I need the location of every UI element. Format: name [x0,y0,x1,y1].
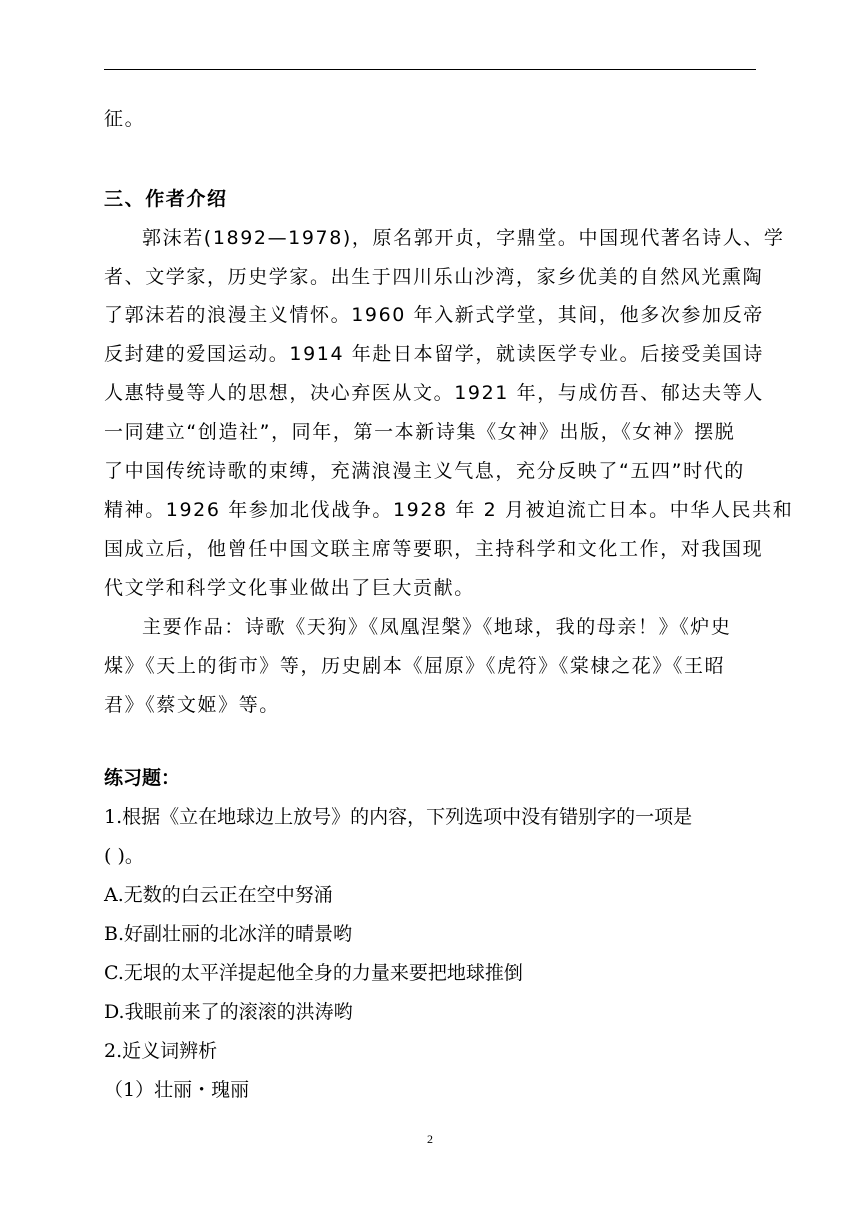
bio-line: 反封建的爱国运动。1914 年赴日本留学，就读医学专业。后接受美国诗 [104,343,764,365]
bio-line: 国成立后，他曾任中国文联主席等要职，主持科学和文化工作，对我国现 [104,538,764,560]
option-b: B.好副壮丽的北冰洋的晴景哟 [104,923,353,945]
page-number: 2 [427,1132,433,1146]
question-1: 1.根据《立在地球边上放号》的内容，下列选项中没有错别字的一项是 [104,806,693,828]
bio-line: 了郭沫若的浪漫主义情怀。1960 年入新式学堂，其间，他多次参加反帝 [104,304,764,326]
bio-line: 精神。1926 年参加北伐战争。1928 年 2 月被迫流亡日本。中华人民共和 [104,499,794,521]
exercise-title: 练习题： [104,767,181,789]
option-a: A.无数的白云正在空中努涌 [104,884,333,906]
works-line: 煤》《天上的街市》等，历史剧本《屈原》《虎符》《棠棣之花》《王昭 [104,655,726,677]
section-title: 三、作者介绍 [104,188,228,210]
option-d: D.我眼前来了的滚滚的洪涛哟 [104,1001,353,1023]
bio-line: 了中国传统诗歌的束缚，充满浪漫主义气息，充分反映了“五四”时代的 [104,460,745,482]
header-rule [104,69,756,70]
bio-line: 郭沫若(1892—1978)，原名郭开贞，字鼎堂。中国现代著名诗人、学 [142,227,785,249]
question-1-blank: ( )。 [104,845,144,867]
bio-line: 代文学和科学文化事业做出了巨大贡献。 [104,577,475,599]
works-line: 君》《蔡文姬》等。 [104,694,280,716]
bio-line: 人惠特曼等人的思想，决心弃医从文。1921 年，与成仿吾、郁达夫等人 [104,382,764,404]
continued-text: 征。 [104,108,146,130]
question-2: 2.近义词辨析 [104,1040,218,1062]
bio-line: 一同建立“创造社”，同年，第一本新诗集《女神》出版，《女神》摆脱 [104,421,736,443]
bio-line: 者、文学家，历史学家。出生于四川乐山沙湾，家乡优美的自然风光熏陶 [104,266,764,288]
option-c: C.无垠的太平洋提起他全身的力量来要把地球推倒 [104,962,523,984]
works-line: 主要作品：诗歌《天狗》《凤凰涅槃》《地球，我的母亲！》《炉史 [142,616,732,638]
question-2-sub: （1）壮丽・瑰丽 [104,1079,250,1101]
